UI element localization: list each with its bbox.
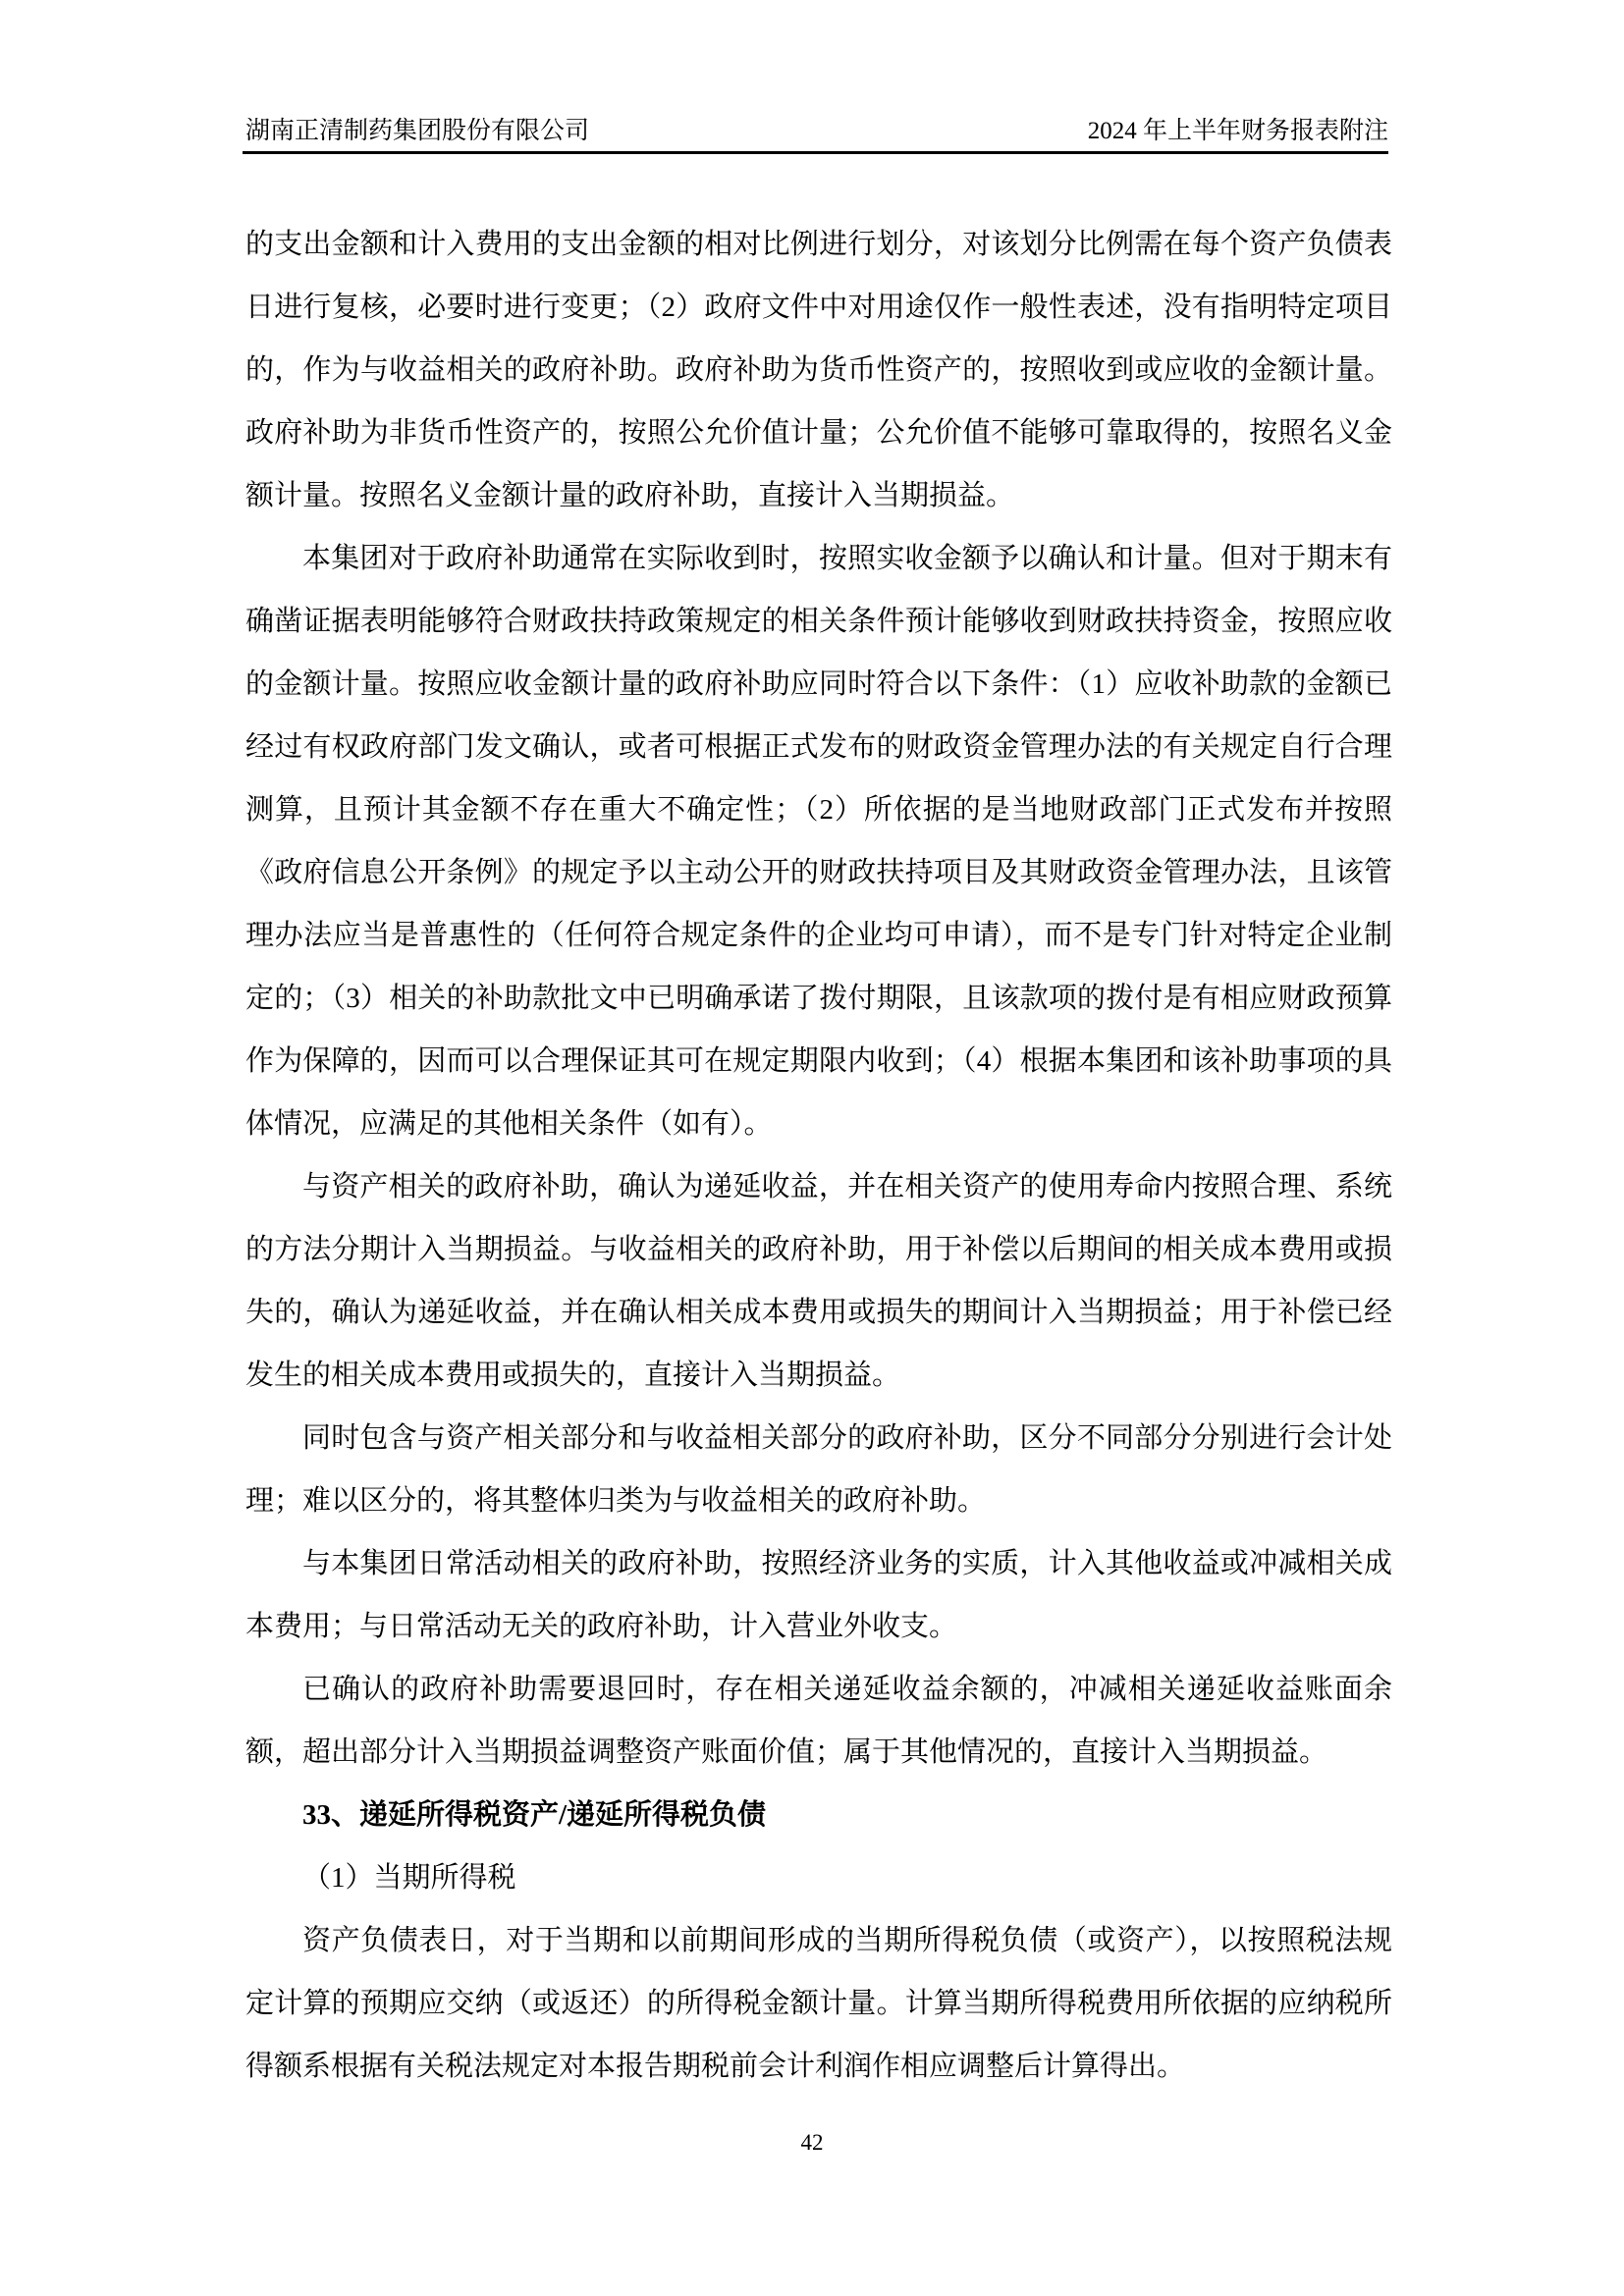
paragraph-daily-activities: 与本集团日常活动相关的政府补助，按照经济业务的实质，计入其他收益或冲减相关成本费用；与日常活动无关的政府补助，计入营业外收支。 — [245, 1548, 1392, 1642]
page-footer — [0, 2128, 1624, 2158]
paragraph-refund: 已确认的政府补助需要退回时，存在相关递延收益余额的，冲减相关递延收益账面余额，超出部分计入当期损益调整资产账面价值；属于其他情况的，直接计入当期损益。 — [245, 1674, 1392, 1768]
header-company-name: 湖南正清制药集团股份有限公司 — [245, 118, 590, 144]
header-document-title: 2024 年上半年财务报表附注 — [1087, 118, 1388, 144]
page-header — [245, 116, 1388, 147]
paragraph-grant-measurement: 的支出金额和计入费用的支出金额的相对比例进行划分，对该划分比例需在每个资产负债表日进行复核，必要时进行变更；（2）政府文件中对用途仅作一般性表述，没有指明特定项目的，作为与收益相关的政府补助。政府补助为货币性资产的，按照收到或应收的金额计量。政府补助为非货币性资产的，按照公允价值计量；公允价值不能够可靠取得的，按照名义金额计量。按照名义金额计量的政府补助，直接计入当期损益。 — [245, 229, 1392, 511]
section-heading-deferred-tax: 33、递延所得税资产/递延所得税负债 — [302, 1799, 767, 1831]
page-number: 42 — [800, 2130, 824, 2155]
header-divider — [243, 151, 1388, 154]
paragraph-asset-income-related: 与资产相关的政府补助，确认为递延收益，并在相关资产的使用寿命内按照合理、系统的方法分期计入当期损益。与收益相关的政府补助，用于补偿以后期间的相关成本费用或损失的，确认为递延收益，并在确认相关成本费用或损失的期间计入当期损益；用于补偿已经发生的相关成本费用或损失的，直接计入当期损益。 — [245, 1171, 1392, 1391]
subsection-heading-current-tax: （1）当期所得税 — [302, 1862, 516, 1894]
paragraph-recognition-conditions: 本集团对于政府补助通常在实际收到时，按照实收金额予以确认和计量。但对于期末有确凿证据表明能够符合财政扶持政策规定的相关条件预计能够收到财政扶持资金，按照应收的金额计量。按照应收金额计量的政府补助应同时符合以下条件：（1）应收补助款的金额已经过有权政府部门发文确认，或者可根据正式发布的财政资金管理办法的有关规定自行合理测算，且预计其金额不存在重大不确定性；（2）所依据的是当地财政部门正式发布并按照《政府信息公开条例》的规定予以主动公开的财政扶持项目及其财政资金管理办法，且该管理办法应当是普惠性的（任何符合规定条件的企业均可申请），而不是专门针对特定企业制定的；（3）相关的补助款批文中已明确承诺了拨付期限，且该款项的拨付是有相应财政预算作为保障的，因而可以合理保证其可在规定期限内收到；（4）根据本集团和该补助事项的具体情况，应满足的其他相关条件（如有）。 — [245, 543, 1392, 1140]
document-body — [245, 213, 1392, 2098]
paragraph-current-tax: 资产负债表日，对于当期和以前期间形成的当期所得税负债（或资产），以按照税法规定计算的预期应交纳（或返还）的所得税金额计量。计算当期所得税费用所依据的应纳税所得额系根据有关税法规定对本报告期税前会计利润作相应调整后计算得出。 — [245, 1925, 1392, 2082]
paragraph-mixed-parts: 同时包含与资产相关部分和与收益相关部分的政府补助，区分不同部分分别进行会计处理；难以区分的，将其整体归类为与收益相关的政府补助。 — [245, 1422, 1392, 1517]
